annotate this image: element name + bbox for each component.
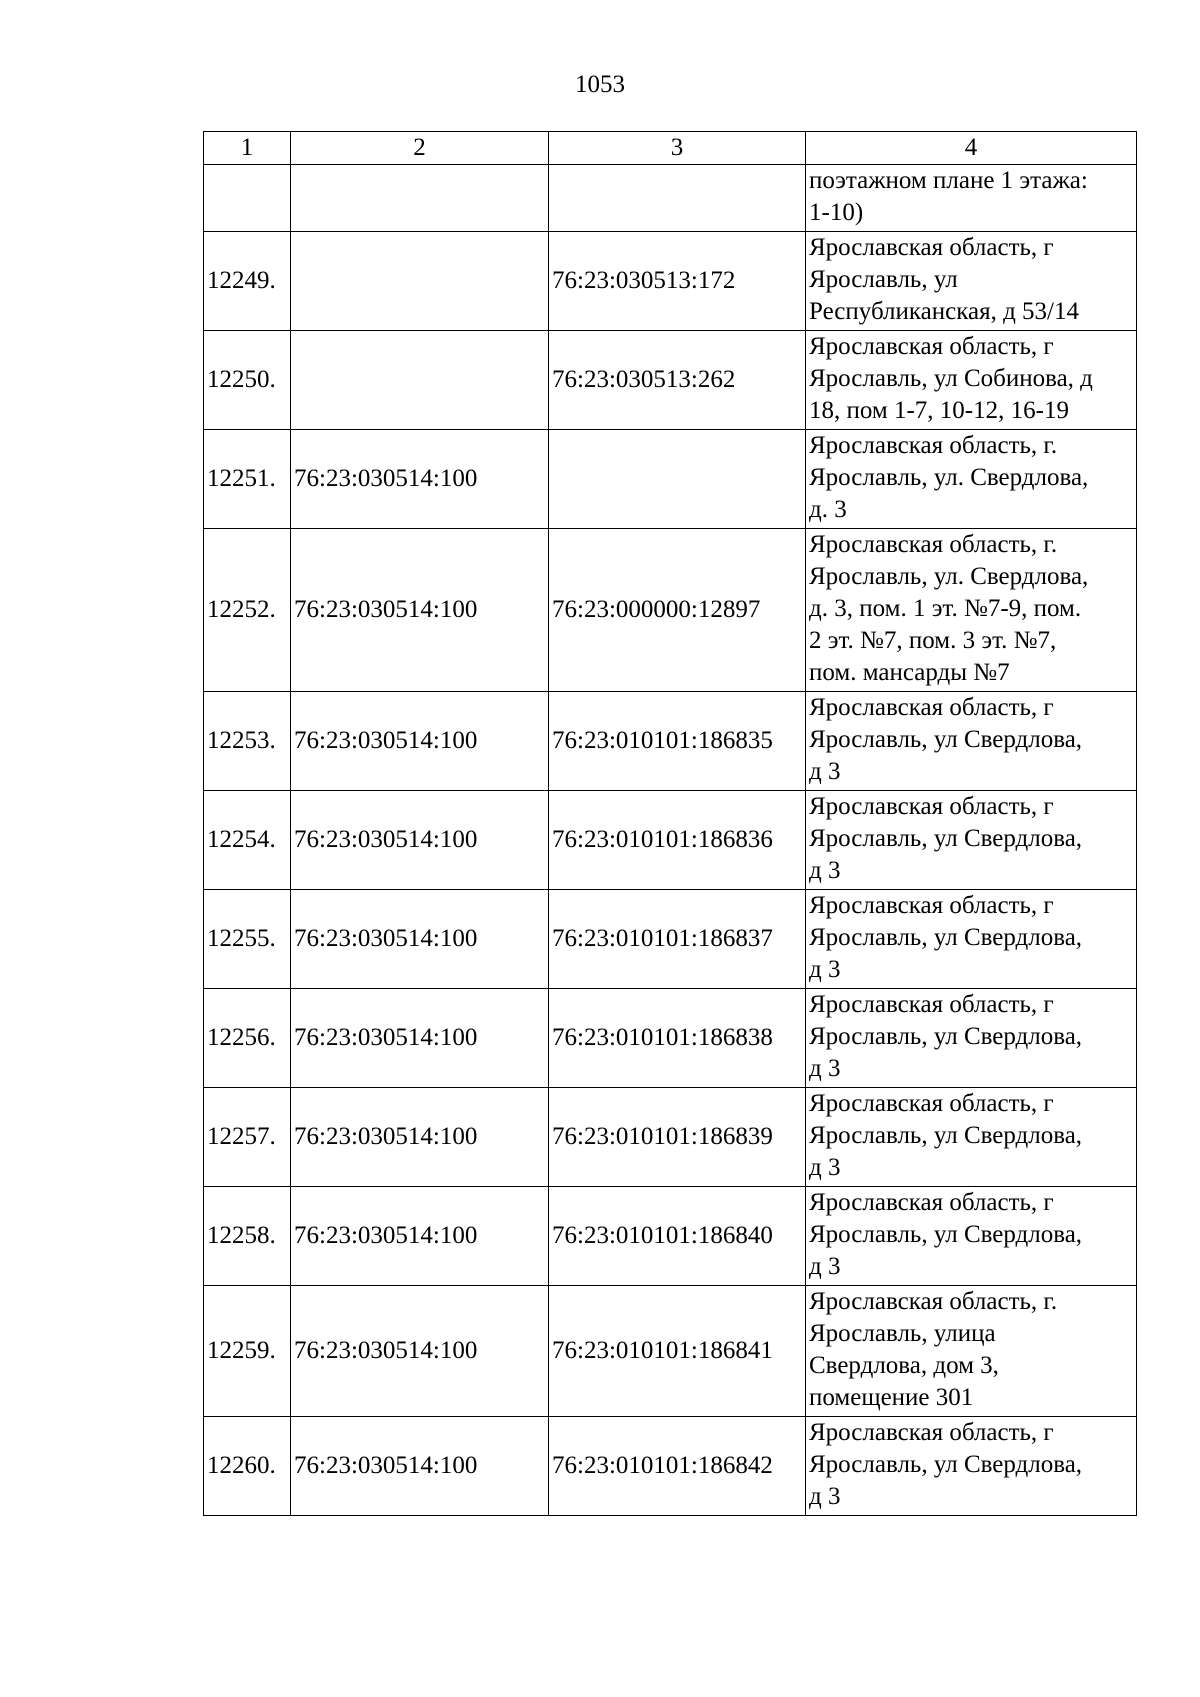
row-number-cell: 12257. xyxy=(204,1088,291,1187)
registry-table xyxy=(203,131,1137,1516)
land-cadastral-number-cell: 76:23:030514:100 xyxy=(291,430,549,529)
table-row xyxy=(204,692,1137,791)
header-row xyxy=(204,132,1137,165)
row-number-cell: 12254. xyxy=(204,791,291,890)
object-cadastral-number-cell: 76:23:010101:186841 xyxy=(549,1286,806,1417)
row-number-cell: 12258. xyxy=(204,1187,291,1286)
object-cadastral-number-cell: 76:23:030513:172 xyxy=(549,232,806,331)
object-cadastral-number-cell: 76:23:030513:262 xyxy=(549,331,806,430)
row-number-cell: 12256. xyxy=(204,989,291,1088)
address-cell: Ярославская область, г Ярославль, ул Собинова, д 18, пом 1-7, 10-12, 16-19 xyxy=(806,331,1137,430)
object-cadastral-number-cell xyxy=(549,430,806,529)
table-row xyxy=(204,1286,1137,1417)
land-cadastral-number-cell: 76:23:030514:100 xyxy=(291,1187,549,1286)
land-cadastral-number-cell xyxy=(291,232,549,331)
object-cadastral-number-cell: 76:23:010101:186840 xyxy=(549,1187,806,1286)
address-cell: Ярославская область, г Ярославль, ул Свердлова, д 3 xyxy=(806,1417,1137,1516)
address-cell: Ярославская область, г. Ярославль, улица Свердлова, дом 3, помещение 301 xyxy=(806,1286,1137,1417)
header-col-4: 4 xyxy=(806,132,1137,165)
row-number-cell: 12260. xyxy=(204,1417,291,1516)
header-col-2: 2 xyxy=(291,132,549,165)
land-cadastral-number-cell xyxy=(291,331,549,430)
table-row xyxy=(204,1417,1137,1516)
land-cadastral-number-cell: 76:23:030514:100 xyxy=(291,1417,549,1516)
row-number-cell: 12253. xyxy=(204,692,291,791)
address-cell: Ярославская область, г Ярославль, ул Свердлова, д 3 xyxy=(806,890,1137,989)
header-col-3: 3 xyxy=(549,132,806,165)
table-body xyxy=(204,165,1137,1516)
row-number-cell: 12249. xyxy=(204,232,291,331)
address-cell: Ярославская область, г Ярославль, ул Свердлова, д 3 xyxy=(806,692,1137,791)
land-cadastral-number-cell: 76:23:030514:100 xyxy=(291,791,549,890)
row-number-cell xyxy=(204,165,291,232)
object-cadastral-number-cell: 76:23:010101:186842 xyxy=(549,1417,806,1516)
address-cell: Ярославская область, г Ярославль, ул Свердлова, д 3 xyxy=(806,1088,1137,1187)
object-cadastral-number-cell: 76:23:010101:186835 xyxy=(549,692,806,791)
address-cell: Ярославская область, г. Ярославль, ул. Свердлова, д. 3 xyxy=(806,430,1137,529)
address-cell: Ярославская область, г Ярославль, ул Свердлова, д 3 xyxy=(806,989,1137,1088)
object-cadastral-number-cell: 76:23:010101:186838 xyxy=(549,989,806,1088)
row-number-cell: 12255. xyxy=(204,890,291,989)
land-cadastral-number-cell: 76:23:030514:100 xyxy=(291,692,549,791)
row-number-cell: 12252. xyxy=(204,529,291,692)
land-cadastral-number-cell: 76:23:030514:100 xyxy=(291,890,549,989)
address-cell: Ярославская область, г Ярославль, ул Свердлова, д 3 xyxy=(806,791,1137,890)
object-cadastral-number-cell: 76:23:010101:186837 xyxy=(549,890,806,989)
table-row xyxy=(204,1088,1137,1187)
table-row xyxy=(204,989,1137,1088)
table-row xyxy=(204,890,1137,989)
table-row xyxy=(204,331,1137,430)
land-cadastral-number-cell xyxy=(291,165,549,232)
row-number-cell: 12251. xyxy=(204,430,291,529)
object-cadastral-number-cell: 76:23:010101:186836 xyxy=(549,791,806,890)
table-row xyxy=(204,232,1137,331)
object-cadastral-number-cell: 76:23:010101:186839 xyxy=(549,1088,806,1187)
land-cadastral-number-cell: 76:23:030514:100 xyxy=(291,989,549,1088)
land-cadastral-number-cell: 76:23:030514:100 xyxy=(291,1088,549,1187)
table-row xyxy=(204,529,1137,692)
table-row xyxy=(204,165,1137,232)
object-cadastral-number-cell xyxy=(549,165,806,232)
row-number-cell: 12259. xyxy=(204,1286,291,1417)
row-number-cell: 12250. xyxy=(204,331,291,430)
address-cell: поэтажном плане 1 этажа: 1-10) xyxy=(806,165,1137,232)
object-cadastral-number-cell: 76:23:000000:12897 xyxy=(549,529,806,692)
table-row xyxy=(204,430,1137,529)
address-cell: Ярославская область, г Ярославль, ул Республиканская, д 53/14 xyxy=(806,232,1137,331)
table-header xyxy=(204,132,1137,165)
header-col-1: 1 xyxy=(204,132,291,165)
page-number: 1053 xyxy=(575,71,625,98)
table-row xyxy=(204,1187,1137,1286)
address-cell: Ярославская область, г Ярославль, ул Свердлова, д 3 xyxy=(806,1187,1137,1286)
land-cadastral-number-cell: 76:23:030514:100 xyxy=(291,1286,549,1417)
address-cell: Ярославская область, г. Ярославль, ул. Свердлова, д. 3, пом. 1 эт. №7-9, пом. 2 эт. №7, пом. 3 эт. №7, пом. мансарды №7 xyxy=(806,529,1137,692)
land-cadastral-number-cell: 76:23:030514:100 xyxy=(291,529,549,692)
table-row xyxy=(204,791,1137,890)
